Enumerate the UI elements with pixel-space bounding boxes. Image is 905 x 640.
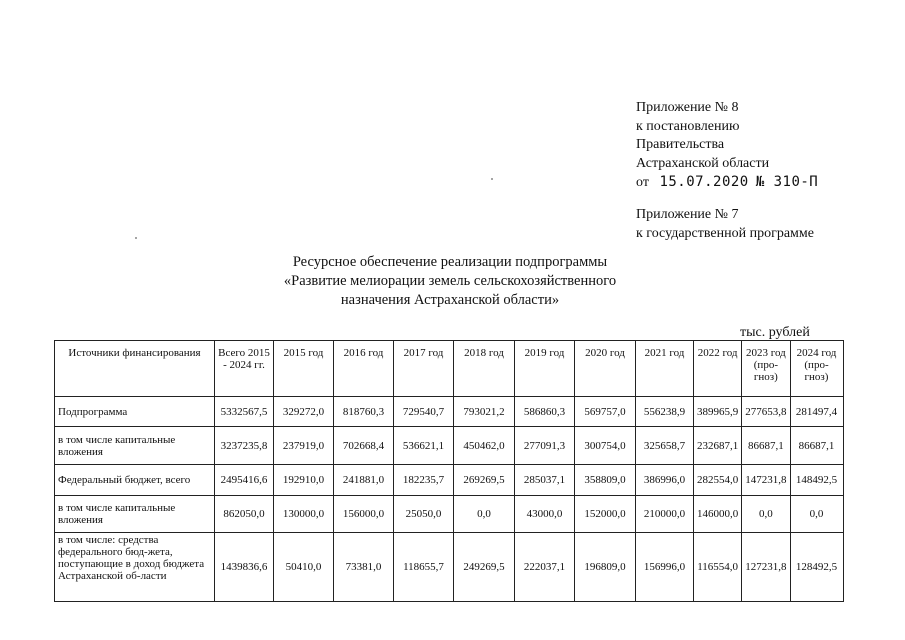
value-cell: 0,0 (742, 496, 790, 533)
value-cell: 277653,8 (742, 397, 790, 427)
value-cell: 729540,7 (394, 397, 454, 427)
value-cell: 358809,0 (575, 465, 636, 496)
column-header: 2023 год (про-гноз) (742, 341, 790, 397)
value-cell: 241881,0 (334, 465, 394, 496)
value-cell: 569757,0 (575, 397, 636, 427)
table-row (55, 427, 844, 465)
financing-table (54, 340, 844, 602)
source-cell: Федеральный бюджет, всего (55, 465, 215, 496)
value-cell: 536621,1 (394, 427, 454, 465)
value-cell: 450462,0 (454, 427, 515, 465)
value-cell: 329272,0 (274, 397, 334, 427)
annex-7-block (636, 206, 814, 243)
annex-8-line: к постановлению (636, 118, 740, 134)
column-header: 2016 год (334, 341, 394, 397)
value-cell: 128492,5 (790, 533, 843, 602)
value-cell: 1439836,6 (215, 533, 274, 602)
value-cell: 237919,0 (274, 427, 334, 465)
column-header: 2021 год (636, 341, 694, 397)
column-header: 2022 год (694, 341, 742, 397)
decree-number: № 310-П (755, 174, 819, 190)
source-cell: Подпрограмма (55, 397, 215, 427)
annex-7-line: Приложение № 7 (636, 207, 739, 222)
value-cell: 282554,0 (694, 465, 742, 496)
value-cell: 148492,5 (790, 465, 843, 496)
value-cell: 50410,0 (274, 533, 334, 602)
value-cell: 182235,7 (394, 465, 454, 496)
scan-speck (135, 237, 137, 239)
source-cell: в том числе капитальные вложения (55, 496, 215, 533)
date-prefix: от (636, 175, 649, 190)
table-row (55, 496, 844, 533)
value-cell: 793021,2 (454, 397, 515, 427)
value-cell: 130000,0 (274, 496, 334, 533)
value-cell: 118655,7 (394, 533, 454, 602)
title-line: назначения Астраханской области» (340, 292, 560, 308)
value-cell: 0,0 (454, 496, 515, 533)
column-header: 2024 год (про-гноз) (790, 341, 843, 397)
source-cell: в том числе: средства федерального бюд-жета, поступающие в доход бюджета Астраханской об-ласти (55, 533, 215, 602)
value-cell: 146000,0 (694, 496, 742, 533)
document-title (240, 253, 660, 310)
table-row (55, 465, 844, 496)
annex-8-line: Астраханской области (636, 155, 770, 171)
table-row (55, 397, 844, 427)
scan-speck (491, 178, 493, 180)
table-row (55, 533, 844, 602)
value-cell: 25050,0 (394, 496, 454, 533)
annex-8-block (636, 99, 818, 193)
value-cell: 2495416,6 (215, 465, 274, 496)
value-cell: 127231,8 (742, 533, 790, 602)
value-cell: 702668,4 (334, 427, 394, 465)
value-cell: 73381,0 (334, 533, 394, 602)
value-cell: 249269,5 (454, 533, 515, 602)
table-header-row (55, 341, 844, 397)
value-cell: 386996,0 (636, 465, 694, 496)
value-cell: 285037,1 (515, 465, 575, 496)
value-cell: 269269,5 (454, 465, 515, 496)
annex-8-line: Приложение № 8 (636, 100, 739, 115)
value-cell: 3237235,8 (215, 427, 274, 465)
annex-8-date-line (636, 173, 818, 193)
column-header: 2017 год (394, 341, 454, 397)
value-cell: 281497,4 (790, 397, 843, 427)
annex-8-line: Правительства (636, 137, 725, 152)
column-header: 2018 год (454, 341, 515, 397)
value-cell: 300754,0 (575, 427, 636, 465)
decree-date: 15.07.2020 (659, 174, 749, 190)
value-cell: 196809,0 (575, 533, 636, 602)
value-cell: 222037,1 (515, 533, 575, 602)
title-line: «Развитие мелиорации земель сельскохозяйственного (283, 273, 617, 289)
value-cell: 116554,0 (694, 533, 742, 602)
value-cell: 156996,0 (636, 533, 694, 602)
value-cell: 862050,0 (215, 496, 274, 533)
column-header: 2019 год (515, 341, 575, 397)
value-cell: 818760,3 (334, 397, 394, 427)
value-cell: 86687,1 (742, 427, 790, 465)
value-cell: 5332567,5 (215, 397, 274, 427)
value-cell: 556238,9 (636, 397, 694, 427)
value-cell: 152000,0 (575, 496, 636, 533)
column-header: Всего 2015 - 2024 гг. (215, 341, 274, 397)
value-cell: 156000,0 (334, 496, 394, 533)
value-cell: 210000,0 (636, 496, 694, 533)
value-cell: 147231,8 (742, 465, 790, 496)
value-cell: 86687,1 (790, 427, 843, 465)
value-cell: 0,0 (790, 496, 843, 533)
column-header: Источники финансирования (55, 341, 215, 397)
column-header: 2020 год (575, 341, 636, 397)
value-cell: 192910,0 (274, 465, 334, 496)
value-cell: 586860,3 (515, 397, 575, 427)
annex-7-line: к государственной программе (636, 225, 814, 241)
title-line: Ресурсное обеспечение реализации подпрограммы (292, 254, 608, 270)
value-cell: 325658,7 (636, 427, 694, 465)
value-cell: 389965,9 (694, 397, 742, 427)
source-cell: в том числе капитальные вложения (55, 427, 215, 465)
column-header: 2015 год (274, 341, 334, 397)
value-cell: 232687,1 (694, 427, 742, 465)
value-cell: 43000,0 (515, 496, 575, 533)
value-cell: 277091,3 (515, 427, 575, 465)
units-label: тыс. рублей (740, 325, 810, 340)
